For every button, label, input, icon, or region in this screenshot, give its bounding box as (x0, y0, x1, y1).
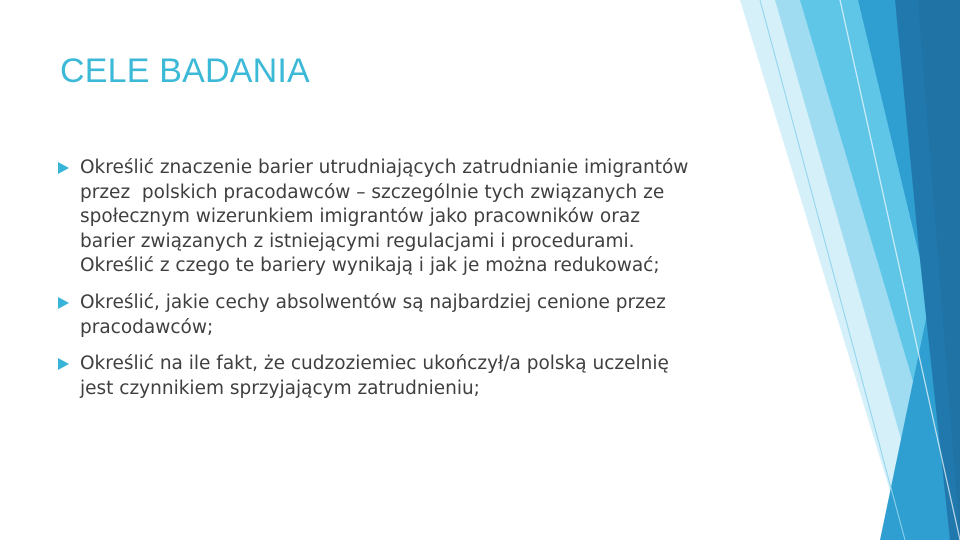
bullet-line: Określić, jakie cechy absolwentów są najbardziej cenione przez (80, 291, 666, 313)
bullet-line: Określić z czego te bariery wynikają i jak je można redukować; (80, 255, 660, 277)
bullet-line: społecznym wizerunkiem imigrantów jako pracowników oraz (80, 206, 640, 228)
bullet-line: przez polskich pracodawców – szczególnie tych związanych ze (80, 181, 665, 203)
bullet-item (58, 156, 758, 279)
bullet-line: jest czynnikiem sprzyjającym zatrudnieniu; (80, 377, 480, 399)
bullet-line: pracodawców; (80, 316, 214, 338)
bullet-line: Określić na ile fakt, że cudzoziemiec ukończył/a polską uczelnię (80, 353, 669, 375)
bullet-line: barier związanych z istniejącymi regulacjami i procedurami. (80, 230, 635, 252)
triangle-right-icon (58, 297, 69, 309)
bullet-list (58, 156, 758, 413)
bullet-line: Określić znaczenie barier utrudniających zatrudnianie imigrantów (80, 157, 689, 178)
triangle-right-icon (58, 162, 69, 174)
bullet-item (58, 352, 758, 401)
bullet-item (58, 291, 758, 340)
slide-title: CELE BADANIA (60, 52, 310, 90)
triangle-right-icon (58, 358, 69, 370)
